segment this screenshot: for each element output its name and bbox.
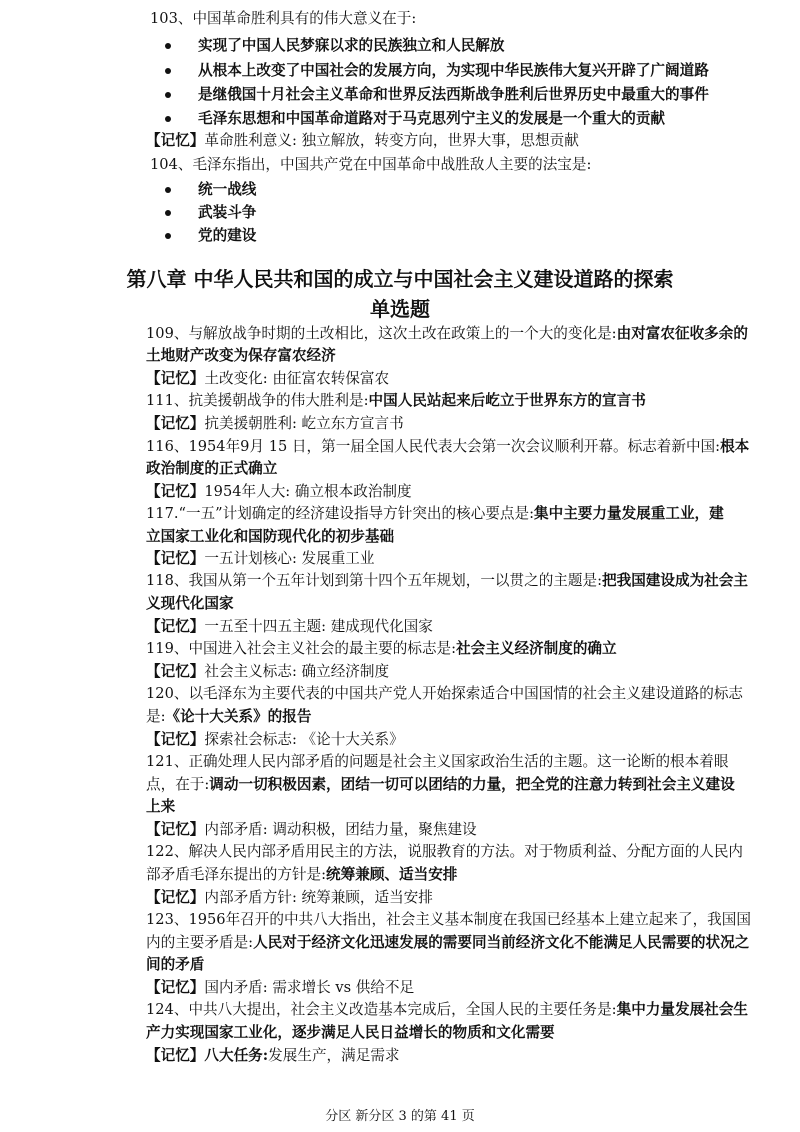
memo-118: 【记忆】一五至十四五主题: 建成现代化国家 xyxy=(146,618,433,635)
memo-117: 【记忆】一五计划核心: 发展重工业 xyxy=(146,550,375,567)
memo-120: 【记忆】探索社会标志: 《论十大关系》 xyxy=(146,731,404,748)
memo-124: 【记忆】八大任务:发展生产，满足需求 xyxy=(146,1047,400,1064)
page-footer: 分区 新分区 3 的第 41 页 xyxy=(325,1109,475,1124)
memo-111: 【记忆】抗美援朝胜利: 屹立东方宣言书 xyxy=(146,415,404,432)
bullet-item: 统一战线 xyxy=(198,179,256,201)
question-120: 120、以毛泽东为主要代表的中国共产党人开始探索适合中国国情的社会主义建设道路的标志 xyxy=(146,685,744,702)
question-104: 104、毛泽东指出，中国共产党在中国革命中战胜敌人主要的法宝是: xyxy=(150,156,592,173)
question-116: 116、1954年9月 15 日，第一届全国人民代表大会第一次会议顺利开幕。标志着新中国:根本 xyxy=(146,438,750,455)
answer-121-cont: 上来 xyxy=(146,798,176,815)
answer-121: 点，在于:调动一切积极因素，团结一切可以团结的力量，把全党的注意力转到社会主义建设 xyxy=(146,776,735,793)
bullet-item: 从根本上改变了中国社会的发展方向，为实现中华民族伟大复兴开辟了广阔道路 xyxy=(198,60,709,82)
question-109: 109、与解放战争时期的土改相比，这次土改在政策上的一个大的变化是:由对富农征收多余的 xyxy=(146,325,748,342)
question-122: 122、解决人民内部矛盾用民主的方法，说服教育的方法。对于物质利益、分配方面的人民内 xyxy=(146,843,744,860)
bullet-dot-icon xyxy=(165,68,171,74)
answer-120: 是:《论十大关系》的报告 xyxy=(146,708,312,725)
bullet-dot-icon xyxy=(165,43,171,49)
answer-123: 内的主要矛盾是:人民对于经济文化迅速发展的需要同当前经济文化不能满足人民需要的状况之 xyxy=(146,934,750,951)
question-103: 103、中国革命胜利具有的伟大意义在于: xyxy=(150,10,417,27)
memo-119: 【记忆】社会主义标志: 确立经济制度 xyxy=(146,663,390,680)
section-title: 单选题 xyxy=(370,297,430,321)
bullet-item: 党的建设 xyxy=(198,225,256,247)
answer-117: 立国家工业化和国防现代化的初步基础 xyxy=(146,528,395,545)
memo-116: 【记忆】1954年人大: 确立根本政治制度 xyxy=(146,483,412,500)
bullet-dot-icon xyxy=(165,187,171,193)
answer-109: 土地财产改变为保存富农经济 xyxy=(146,347,336,364)
question-124: 124、中共八大提出，社会主义改造基本完成后，全国人民的主要任务是:集中力量发展社会生 xyxy=(146,1001,748,1018)
bullet-dot-icon xyxy=(165,233,171,239)
memo-103: 【记忆】革命胜利意义: 独立解放，转变方向，世界大事，思想贡献 xyxy=(146,132,579,149)
bullet-item: 武装斗争 xyxy=(198,202,256,224)
bullet-item: 毛泽东思想和中国革命道路对于马克思列宁主义的发展是一个重大的贡献 xyxy=(198,108,665,130)
memo-121: 【记忆】内部矛盾: 调动积极，团结力量，聚焦建设 xyxy=(146,821,477,838)
bullet-item: 实现了中国人民梦寐以求的民族独立和人民解放 xyxy=(198,35,504,57)
question-119: 119、中国进入社会主义社会的最主要的标志是:社会主义经济制度的确立 xyxy=(146,640,617,657)
question-111: 111、抗美援朝战争的伟大胜利是:中国人民站起来后屹立于世界东方的宣言书 xyxy=(146,392,646,409)
question-117: 117.“一五”计划确定的经济建设指导方针突出的核心要点是:集中主要力量发展重工业，建 xyxy=(146,505,724,522)
bullet-dot-icon xyxy=(165,92,171,98)
answer-123-cont: 间的矛盾 xyxy=(146,956,205,973)
memo-123: 【记忆】国内矛盾: 需求增长 vs 供给不足 xyxy=(146,979,415,996)
answer-118: 义现代化国家 xyxy=(146,595,234,612)
bullet-dot-icon xyxy=(165,210,171,216)
question-123: 123、1956年召开的中共八大指出，社会主义基本制度在我国已经基本上建立起来了，我国国 xyxy=(146,911,751,928)
memo-122: 【记忆】内部矛盾方针: 统筹兼顾，适当安排 xyxy=(146,889,433,906)
answer-116: 政治制度的正式确立 xyxy=(146,460,278,477)
question-118: 118、我国从第一个五年计划到第十四个五年规划，一以贯之的主题是:把我国建设成为社会主 xyxy=(146,572,748,589)
answer-122: 部矛盾毛泽东提出的方针是:统筹兼顾、适当安排 xyxy=(146,866,458,883)
chapter-title: 第八章 中华人民共和国的成立与中国社会主义建设道路的探索 xyxy=(126,267,674,291)
question-121: 121、正确处理人民内部矛盾的问题是社会主义国家政治生活的主题。这一论断的根本着眼 xyxy=(146,753,729,770)
bullet-dot-icon xyxy=(165,116,171,122)
bullet-item: 是继俄国十月社会主义革命和世界反法西斯战争胜利后世界历史中最重大的事件 xyxy=(198,84,709,106)
answer-124: 产力实现国家工业化，逐步满足人民日益增长的物质和文化需要 xyxy=(146,1024,555,1041)
memo-109: 【记忆】土改变化: 由征富农转保富农 xyxy=(146,370,390,387)
